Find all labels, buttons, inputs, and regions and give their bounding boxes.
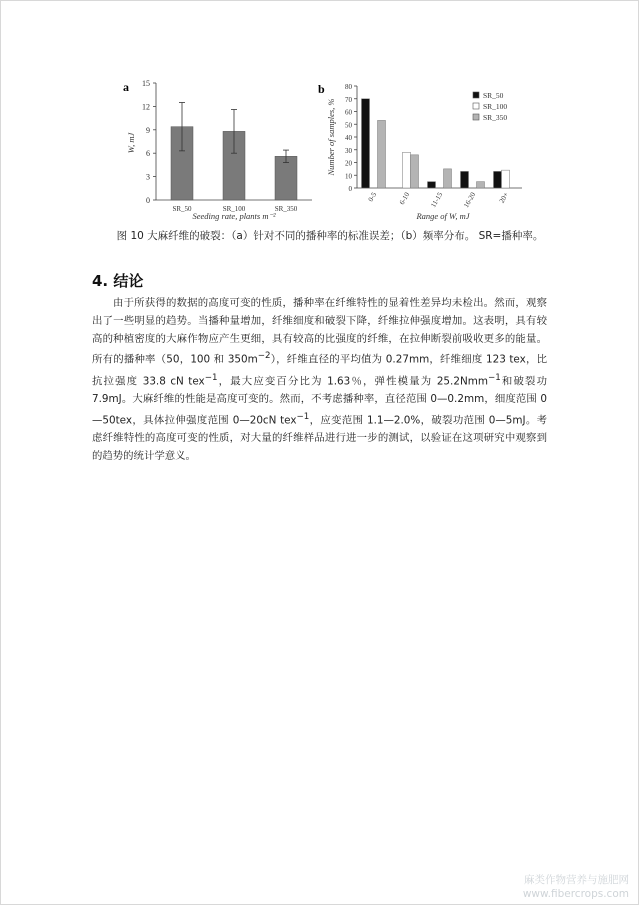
figure-caption: 图 10 大麻纤维的破裂：（a）针对不同的播种率的标准误差；（b）频率分布。 SR=播种率。 xyxy=(116,230,544,242)
legend-swatch xyxy=(473,103,479,109)
y-tick-label: 70 xyxy=(345,95,352,104)
superscript: −1 xyxy=(204,372,218,383)
superscript: −1 xyxy=(487,372,501,383)
x-tick-label: 16-20 xyxy=(462,191,478,210)
superscript: −1 xyxy=(296,411,310,422)
y-tick-label: 20 xyxy=(345,159,352,168)
y-tick-label: 80 xyxy=(345,83,352,91)
y-tick-label: 60 xyxy=(345,108,352,117)
panel-a-label: a xyxy=(123,80,129,94)
panel-a-chart xyxy=(123,79,312,221)
bar-sr_100 xyxy=(502,170,510,188)
y-tick-label: 10 xyxy=(345,172,352,181)
y-tick-label: 40 xyxy=(345,134,352,142)
bar-sr_50 xyxy=(362,99,370,188)
y-tick-label: 0 xyxy=(146,196,150,205)
watermark-line-2: www.fibercrops.com xyxy=(522,888,629,900)
bar-sr_350 xyxy=(378,120,386,188)
y-tick-label: 12 xyxy=(142,102,150,112)
text-run: ，应变范围 1.1—2.0%，破裂功范围 0—5mJ。考虑纤维特性的高度可变的性质，对大量的纤维样品进行进一步的测试，以验证在这项研究中观察到的趋势的统计学意义。 xyxy=(92,414,547,462)
bar-sr_350 xyxy=(411,155,419,188)
bar-sr_350 xyxy=(444,169,452,188)
y-tick-label: 50 xyxy=(345,121,352,130)
x-tick-label: 11-15 xyxy=(429,191,445,209)
x-tick-label: 6-10 xyxy=(397,191,412,207)
legend-label: SR_100 xyxy=(483,102,508,111)
y-tick-label: 6 xyxy=(146,149,150,159)
x-tick-label: SR_50 xyxy=(172,205,192,213)
y-tick-label: 9 xyxy=(146,125,150,135)
text-run: ，最大应变百分比为 1.63％，弹性模量为 25.2Nmm xyxy=(217,375,488,388)
legend-swatch xyxy=(473,92,479,98)
y-tick-label: 3 xyxy=(146,172,150,182)
x-tick-label: SR_350 xyxy=(274,205,298,213)
x-tick-label: 20+ xyxy=(497,191,511,205)
conclusion-text xyxy=(92,295,547,466)
panel-b-x-axis-label: Range of W, mJ xyxy=(416,211,470,221)
text-run: 和破裂功 7.9mJ。大麻纤维的性能是高度可变的。然而，不考虑播种率，直径范围 0—0.2mm，细度范围 0—50tex，具体拉伸强度范围 0—20cN tex xyxy=(92,375,547,427)
superscript: −2 xyxy=(257,351,271,362)
watermark-line-1: 麻类作物营养与施肥网 xyxy=(524,874,629,886)
x-tick-label: 0-5 xyxy=(366,191,379,204)
panel-a-x-axis-label: Seeding rate, plants m⁻² xyxy=(192,211,276,221)
watermark xyxy=(523,873,629,901)
bar-sr_50 xyxy=(428,182,436,188)
y-tick-label: 15 xyxy=(142,79,150,88)
legend-label: SR_50 xyxy=(483,91,504,100)
bar-sr_50 xyxy=(494,171,502,188)
text-run: ），纤维直径的平均值为 0.27mm，纤维细度 123 tex，比抗拉强度 33.8 cN tex xyxy=(92,353,547,388)
bar-sr_50 xyxy=(461,171,469,188)
x-tick-label: SR_100 xyxy=(222,205,246,213)
legend-swatch xyxy=(473,114,479,120)
legend-label: SR_350 xyxy=(483,113,508,122)
y-tick-label: 0 xyxy=(348,185,352,193)
panel-b-y-axis-label: Number of samples, % xyxy=(326,98,336,176)
panel-a-y-axis-label: W, mJ xyxy=(126,132,136,154)
panel-b-label: b xyxy=(318,82,325,96)
panel-b-chart xyxy=(318,82,522,221)
bar-sr_100 xyxy=(403,152,411,188)
figure-10 xyxy=(0,0,639,260)
y-tick-label: 30 xyxy=(345,146,352,155)
conclusion-paragraph xyxy=(92,295,547,466)
text-run: 由于所获得的数据的高度可变的性质，播种率在纤维特性的显着性差异均未检出。然而，观察出了一些明显的趋势。当播种量增加，纤维细度和破裂下降，纤维拉伸强度增加。这表明，具有较高的种植密度的大麻作物应产生更细，具有较高的比强度的纤维，在拉伸断裂前吸收更多的能量。所有的播种率（50，100 和 350m xyxy=(92,297,547,366)
section-title: 4. 结论 xyxy=(92,272,144,290)
bar-sr_350 xyxy=(477,182,485,188)
